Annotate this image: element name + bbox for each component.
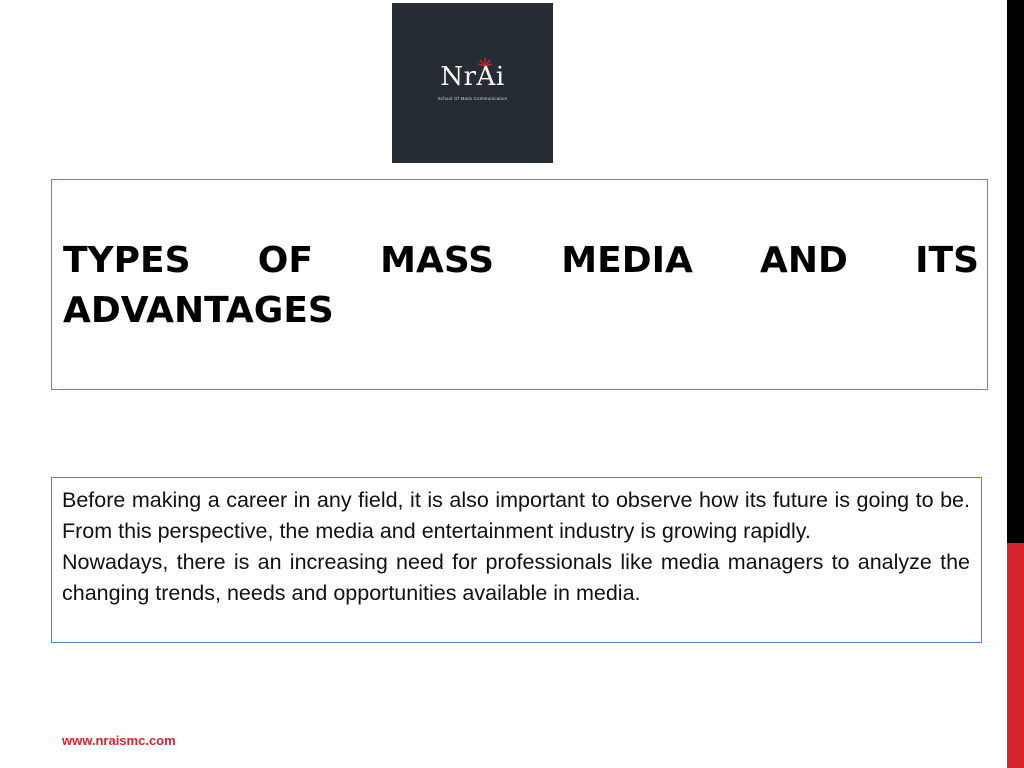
body-paragraph-1: Before making a career in any field, it is also important to observe how its future is going to be. From this perspective, the media and entertainment industry is growing rapidly. <box>62 488 970 543</box>
body-paragraph-2: Nowadays, there is an increasing need for professionals like media managers to analyze the changing trends, needs and opportunities available in media. <box>62 550 970 605</box>
slide-title: TYPES OF MASS MEDIA AND ITS ADVANTAGES <box>63 240 979 331</box>
title-box <box>51 179 988 390</box>
nrai-logo-icon <box>392 3 553 163</box>
body-text <box>62 485 970 609</box>
body-box <box>51 477 982 643</box>
footer-url-link[interactable]: www.nraismc.com <box>62 733 176 748</box>
logo-tagline: School Of Mass Communication <box>437 96 508 101</box>
logo-wordmark: NrAi <box>440 62 505 92</box>
side-bar-black <box>1007 0 1024 543</box>
side-bar-red <box>1007 543 1024 768</box>
